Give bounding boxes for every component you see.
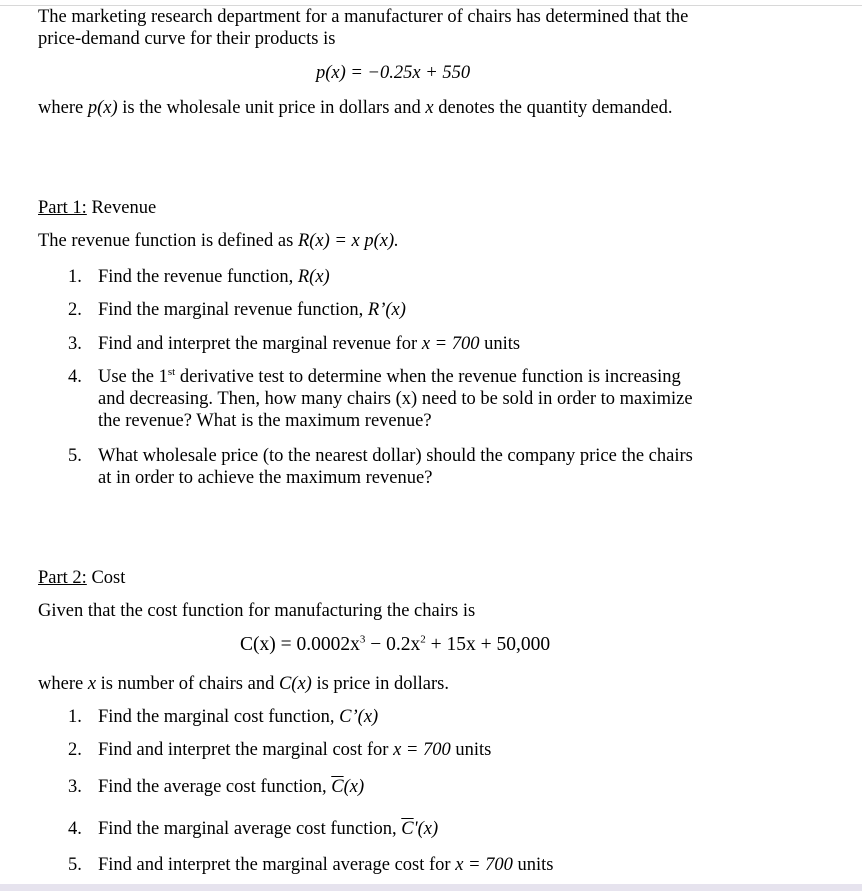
intro-line-1: The marketing research department for a manufacturer of chairs has determined that the: [38, 7, 689, 27]
part1-item-3: 3. Find and interpret the marginal revenue for x = 700 units: [68, 334, 521, 354]
part2-item-5: 5. Find and interpret the marginal average cost for x = 700 units: [68, 855, 554, 875]
part1-item-5: 5. What wholesale price (to the nearest dollar) should the company price the chairs at in order to achieve the maximum revenue?: [68, 446, 693, 488]
revenue-definition: The revenue function is defined as R(x) = x p(x).: [38, 231, 399, 251]
part2-item-1: 1. Find the marginal cost function, C’(x): [68, 707, 379, 727]
intro-where: where p(x) is the wholesale unit price in dollars and x denotes the quantity demanded.: [38, 98, 673, 118]
part1-item-2: 2. Find the marginal revenue function, R’(x): [68, 300, 406, 320]
part1-heading: Part 1: Revenue: [38, 198, 157, 218]
part2-item-2: 2. Find and interpret the marginal cost for x = 700 units: [68, 740, 492, 760]
part2-item-4: 4. Find the marginal average cost function, $\overline{C}'(x)$: [68, 819, 439, 839]
intro-line-2: price-demand curve for their products is: [38, 29, 336, 49]
bottom-border: [0, 884, 862, 891]
cost-equation: $C(x) = 0.0002x^3 - 0.2x^2 + 15x + 50,000$: [240, 633, 551, 655]
part1-item-4: 4. Use the 1st derivative test to determine when the revenue function is increasing and decreasing. Then, how many chairs (x) need to be sold in order to maximize the revenue? What is the maximum revenue?: [68, 365, 693, 431]
part2-item-3: 3. Find the average cost function, $\overline{C}(x)$: [68, 777, 365, 797]
demand-equation: p(x) = −0.25x + 550: [316, 63, 471, 83]
part1-item-1: 1. Find the revenue function, R(x): [68, 267, 330, 287]
part2-heading: Part 2: Cost: [38, 568, 126, 588]
cost-where: where x is number of chairs and C(x) is price in dollars.: [38, 674, 450, 694]
cost-given: Given that the cost function for manufacturing the chairs is: [38, 601, 476, 621]
